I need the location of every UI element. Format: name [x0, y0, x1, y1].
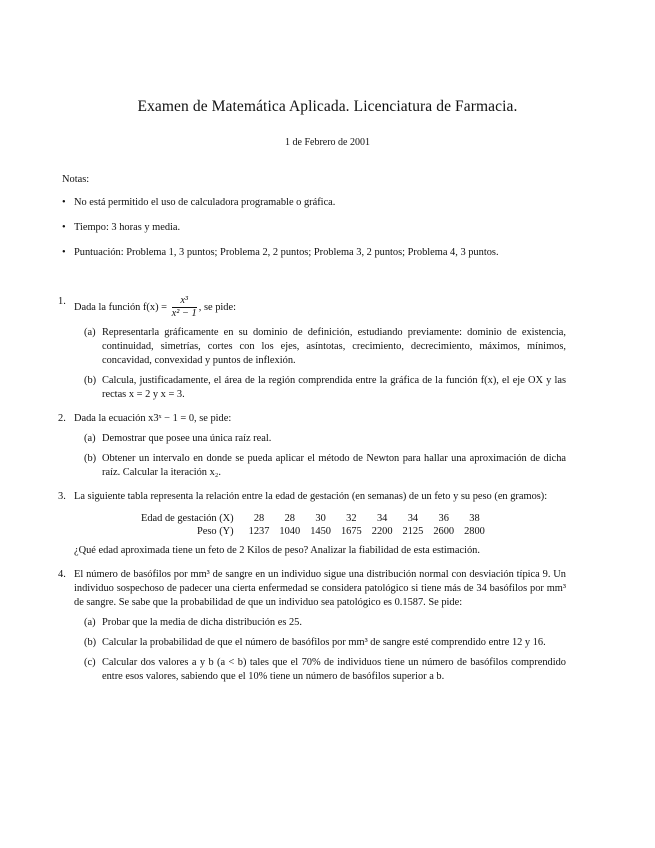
problem-number: 2.	[58, 413, 66, 424]
problem-3-question: ¿Qué edad aproximada tiene un feto de 2 Kilos de peso? Analizar la fiabilidad de esta estimación.	[74, 545, 480, 556]
problems-list	[58, 295, 566, 694]
fraction-numerator: x³	[172, 295, 197, 308]
fraction	[172, 295, 197, 320]
problem-2-part-b	[80, 452, 566, 480]
part-text: Probar que la media de dicha distribución es 25.	[102, 617, 302, 628]
problem-1-intro-suffix: , se pide:	[198, 301, 236, 313]
part-label: (c)	[84, 657, 96, 668]
part-text: Calcular dos valores a y b (a < b) tales que el 70% de individuos tiene un número de basófilos comprendido entre esos valores, sabiendo que el 10% tiene un número de basófilos superior a b.	[102, 657, 566, 682]
table-row	[136, 525, 490, 538]
table-cell: 2125	[402, 526, 424, 537]
part-text: Representarla gráficamente en su dominio de definición, estudiando previamente: dominio de existencia, continuidad, simetrías, cortes con los ejes, asíntotas, crecimiento, decrecimiento, máximos, mínimos, concavidad, convexidad y puntos de inflexión.	[102, 327, 566, 366]
table-cell: 2600	[433, 526, 455, 537]
problem-number: 4.	[58, 569, 66, 580]
table-cell: 32	[346, 513, 357, 524]
table-cell: 36	[438, 513, 449, 524]
problem-4-part-c	[80, 656, 566, 684]
fraction-denominator: x² − 1	[171, 308, 197, 319]
part-text: Calcular la probabilidad de que el número de basófilos por mm³ de sangre esté comprendido entre 12 y 16.	[102, 637, 546, 648]
table-cell: 38	[469, 513, 480, 524]
problem-1-part-a	[80, 326, 566, 368]
note-item: • Puntuación: Problema 1, 3 puntos; Problema 2, 2 puntos; Problema 3, 2 puntos; Problema 4, 3 puntos.	[62, 246, 602, 260]
problem-1-part-b	[80, 374, 566, 402]
problem-1-intro-text: Dada la función f(x) =	[74, 301, 167, 313]
part-label: (b)	[84, 453, 97, 464]
notes-label: Notas:	[62, 174, 90, 185]
part-label: (b)	[84, 375, 97, 386]
exam-date: 1 de Febrero de 2001	[285, 137, 370, 148]
table-cell: 1675	[340, 526, 362, 537]
table-cell: 1237	[248, 526, 270, 537]
table-cell: 2200	[371, 526, 393, 537]
table-cell: 34	[376, 513, 388, 524]
problem-4	[58, 568, 566, 684]
part-label: (b)	[84, 637, 97, 648]
table-cell: 30	[315, 513, 326, 524]
problem-3	[58, 490, 566, 558]
problem-number: 1.	[58, 296, 66, 307]
problem-3-intro: La siguiente tabla representa la relación entre la edad de gestación (en semanas) de un feto y su peso (en gramos):	[74, 491, 548, 502]
part-text: Calcula, justificadamente, el área de la región comprendida entre la gráfica de la función f(x), el eje OX y las rectas x = 2 y x = 3.	[102, 375, 566, 400]
problem-1	[58, 295, 566, 402]
problem-number: 3.	[58, 491, 66, 502]
row-label: Peso (Y)	[196, 526, 234, 537]
part-label: (a)	[84, 327, 96, 338]
problem-2-part-a	[80, 432, 566, 446]
row-label: Edad de gestación (X)	[141, 513, 234, 524]
part-label: (a)	[84, 617, 96, 628]
table-cell: 1450	[310, 526, 331, 537]
part-label: (a)	[84, 433, 96, 444]
problem-4-intro: El número de basófilos por mm³ de sangre en un individuo sigue una distribución normal con desviación típica 9. Un individuo sospechoso de padecer una cierta enfermedad se considera patológico si tiene más de 34 basófilos por mm³ de sangre. Se sabe que la probabilidad de que un individuo sea patológico es 0.1587. Se pide:	[74, 569, 566, 608]
table-cell: 34	[407, 513, 419, 524]
note-item: • Tiempo: 3 horas y media.	[62, 221, 602, 235]
note-item: • No está permitido el uso de calculadora programable o gráfica.	[62, 196, 602, 210]
table-cell: 28	[253, 513, 265, 524]
table-row	[136, 512, 490, 525]
notes-list	[62, 196, 602, 271]
problem-2-intro: Dada la ecuación x3ˣ − 1 = 0, se pide:	[74, 413, 232, 424]
table-cell: 1040	[279, 526, 301, 537]
problem-4-part-a	[80, 616, 566, 630]
problem-2	[58, 412, 566, 480]
table-cell: 2800	[464, 526, 485, 537]
problem-4-part-b	[80, 636, 566, 650]
gestation-table	[136, 512, 490, 538]
problem-1-intro	[74, 295, 566, 320]
part-text: Obtener un intervalo en donde se pueda aplicar el método de Newton para hallar una aproximación de dicha raíz. Calcular la iteración x₂.	[102, 453, 566, 478]
exam-title: Examen de Matemática Aplicada. Licenciatura de Farmacia.	[137, 98, 518, 115]
part-text: Demostrar que posee una única raíz real.	[102, 433, 272, 444]
table-cell: 28	[284, 513, 295, 524]
